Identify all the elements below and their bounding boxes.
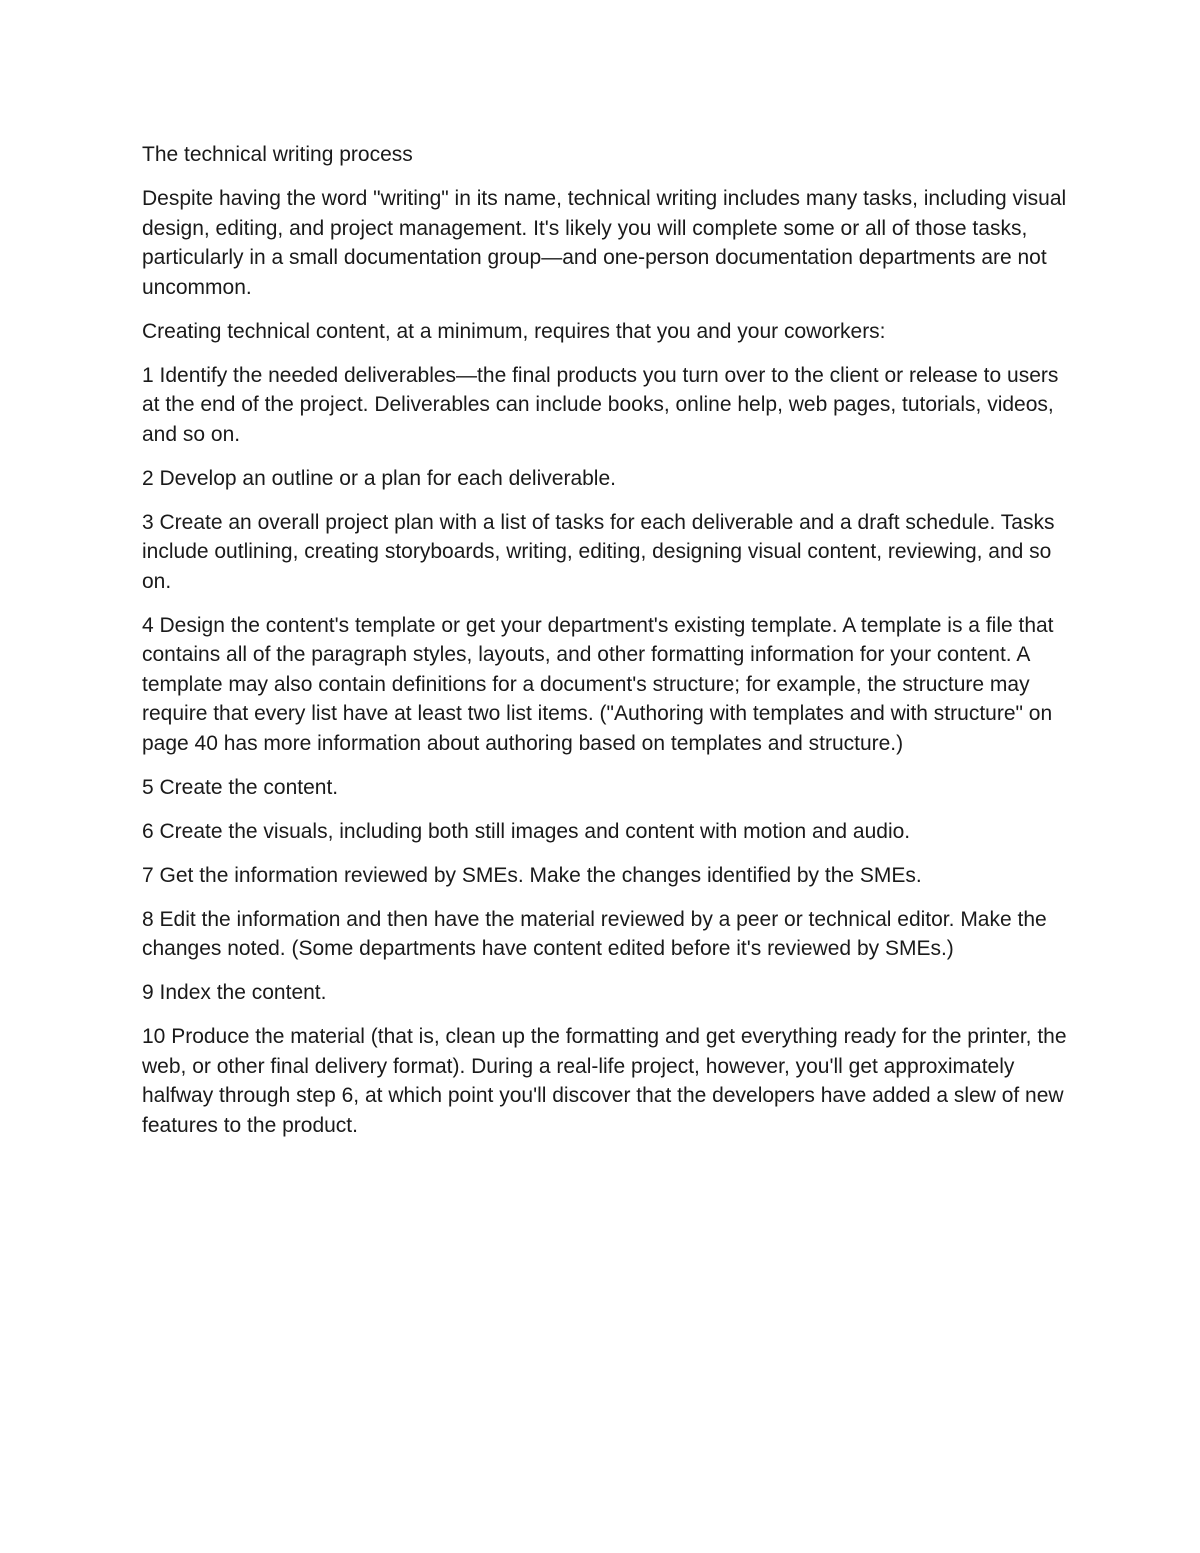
- document-page: [142, 140, 1067, 1155]
- step-7: 7 Get the information reviewed by SMEs. Make the changes identified by the SMEs.: [142, 863, 922, 887]
- step-1: 1 Identify the needed deliverables—the final products you turn over to the client or release to users at the end of the project. Deliverables can include books, online help, web pages, tutorials, videos, and so on.: [142, 363, 1059, 446]
- lead-in-paragraph: Creating technical content, at a minimum, requires that you and your coworkers:: [142, 319, 886, 343]
- step-8: 8 Edit the information and then have the material reviewed by a peer or technical editor. Make the changes noted. (Some departments have content edited before it's reviewed by SMEs.): [142, 907, 1047, 960]
- step-5: 5 Create the content.: [142, 775, 339, 799]
- document-title: The technical writing process: [142, 143, 413, 166]
- step-4: 4 Design the content's template or get your department's existing template. A template is a file that contains all of the paragraph styles, layouts, and other formatting information for your content. A template may also contain definitions for a document's structure; for example, the structure may require that every list have at least two list items. ("Authoring with templates and with structure" on page 40 has more information about authoring based on templates and structure.): [142, 613, 1054, 755]
- intro-paragraph: Despite having the word "writing" in its name, technical writing includes many tasks, including visual design, editing, and project management. It's likely you will complete some or all of those tasks, particularly in a small documentation group—and one-person documentation departments are not uncommon.: [142, 187, 1067, 299]
- step-6: 6 Create the visuals, including both still images and content with motion and audio.: [142, 819, 911, 843]
- step-3: 3 Create an overall project plan with a list of tasks for each deliverable and a draft schedule. Tasks include outlining, creating storyboards, writing, editing, designing visual content, reviewing, and so on.: [142, 510, 1055, 593]
- step-10: 10 Produce the material (that is, clean up the formatting and get everything ready for the printer, the web, or other final delivery format). During a real-life project, however, you'll get approximately halfway through step 6, at which point you'll discover that the developers have added a slew of new features to the product.: [142, 1025, 1067, 1137]
- step-2: 2 Develop an outline or a plan for each deliverable.: [142, 466, 616, 490]
- step-9: 9 Index the content.: [142, 981, 327, 1004]
